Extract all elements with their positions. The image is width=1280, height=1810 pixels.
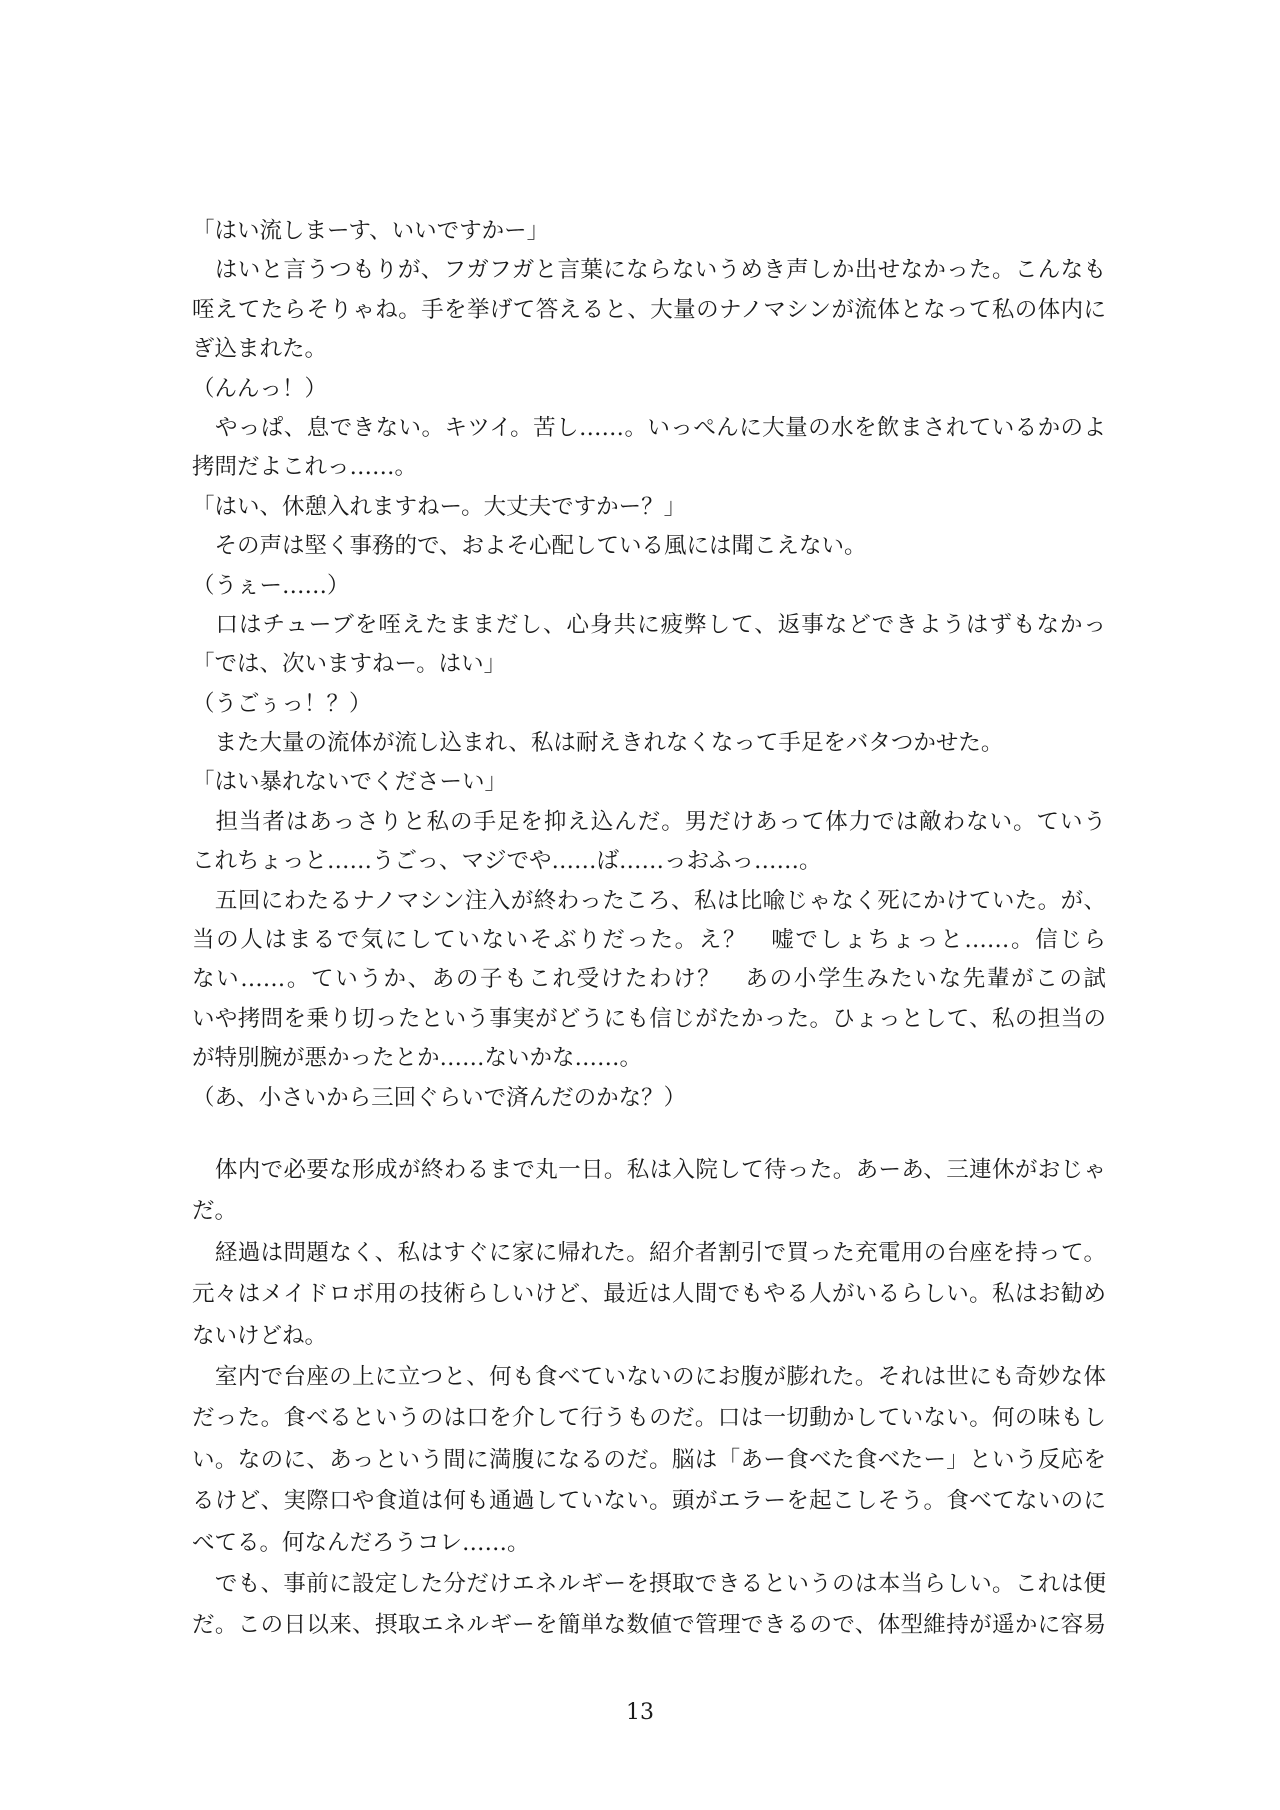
text-line: （うぇー……）	[192, 572, 350, 599]
text-line: ない……。ていうか、あの子もこれ受けたわけ？ あの小学生みたいな先輩がこの試	[192, 966, 1106, 993]
text-line: やっぱ、息できない。キツイ。苦し……。いっぺんに大量の水を飲まされているかのよ	[214, 414, 1106, 441]
text-line: 担当者はあっさりと私の手足を抑え込んだ。男だけあって体力では敵わない。ていう	[215, 808, 1106, 835]
text-line: ないけどね。	[192, 1322, 328, 1349]
text-line: 口はチューブを咥えたままだし、心身共に疲弊して、返事などできようはずもなかっ	[215, 611, 1106, 638]
text-line: その声は堅く事務的で、およそ心配している風には聞こえない。	[192, 533, 867, 560]
text-line: でも、事前に設定した分だけエネルギーを摂取できるというのは本当らしい。これは便	[214, 1570, 1106, 1597]
page-number: 13	[626, 1700, 654, 1725]
text-line: 「では、次いますねー。はい」	[192, 651, 507, 678]
text-line: ぎ込まれた。	[192, 336, 328, 363]
text-line: はいと言うつもりが、フガフガと言葉にならないうめき声しか出せなかった。こんなも	[214, 257, 1106, 284]
text-line: 体内で必要な形成が終わるまで丸一日。私は入院して待った。あーあ、三連休がおじゃ	[214, 1157, 1106, 1183]
body-text-section-1	[192, 212, 1106, 1118]
text-line: （あ、小さいから三回ぐらいで済んだのかな？）	[192, 1084, 687, 1111]
text-line: 拷問だよこれっ……。	[192, 454, 418, 481]
text-line: （うごぅっ！？）	[192, 690, 372, 717]
text-line: だった。食べるというのは口を介して行うものだ。口は一切動かしていない。何の味もし	[192, 1405, 1106, 1432]
text-line: 「はい暴れないでくださーい」	[192, 769, 508, 796]
text-line: が特別腕が悪かったとか……ないかな……。	[192, 1045, 643, 1072]
text-line: 五回にわたるナノマシン注入が終わったころ、私は比喩じゃなく死にかけていた。が、	[214, 887, 1106, 914]
text-line: 経過は問題なく、私はすぐに家に帰れた。紹介者割引で買った充電用の台座を持って。	[192, 1239, 1106, 1266]
text-line: 室内で台座の上に立つと、何も食べていないのにお腹が膨れた。それは世にも奇妙な体	[214, 1363, 1106, 1390]
text-line: るけど、実際口や食道は何も通過していない。頭がエラーを起こしそう。食べてないのに	[192, 1488, 1106, 1515]
text-line: だ。この日以来、摂取エネルギーを簡単な数値で管理できるので、体型維持が遥かに容易	[192, 1612, 1106, 1639]
text-line: 咥えてたらそりゃね。手を挙げて答えると、大量のナノマシンが流体となって私の体内に	[192, 296, 1106, 323]
text-line: だ。	[192, 1198, 238, 1225]
text-line: 元々はメイドロボ用の技術らしいけど、最近は人間でもやる人がいるらしい。私はお勧め	[192, 1281, 1106, 1308]
text-line: 「はい、休憩入れますねー。大丈夫ですかー？」	[192, 493, 687, 520]
text-line: 「はい流しまーす、いいですかー」	[192, 218, 550, 244]
text-line: これちょっと……うごっ、マジでや……ば……っおふっ……。	[192, 848, 822, 875]
text-line: い。なのに、あっという間に満腹になるのだ。脳は「あー食べた食べたー」という反応を	[192, 1446, 1106, 1473]
text-line: 当の人はまるで気にしていないそぶりだった。え？ 嘘でしょちょっと……。信じら	[192, 927, 1106, 954]
text-line: （んんっ！）	[192, 375, 328, 402]
text-line: また大量の流体が流し込まれ、私は耐えきれなくなって手足をバタつかせた。	[192, 730, 1004, 757]
body-text-section-2	[192, 1150, 1106, 1647]
text-line: べてる。何なんだろうコレ……。	[192, 1529, 530, 1556]
text-line: いや拷問を乗り切ったという事実がどうにも信じがたかった。ひょっとして、私の担当の	[192, 1005, 1106, 1032]
